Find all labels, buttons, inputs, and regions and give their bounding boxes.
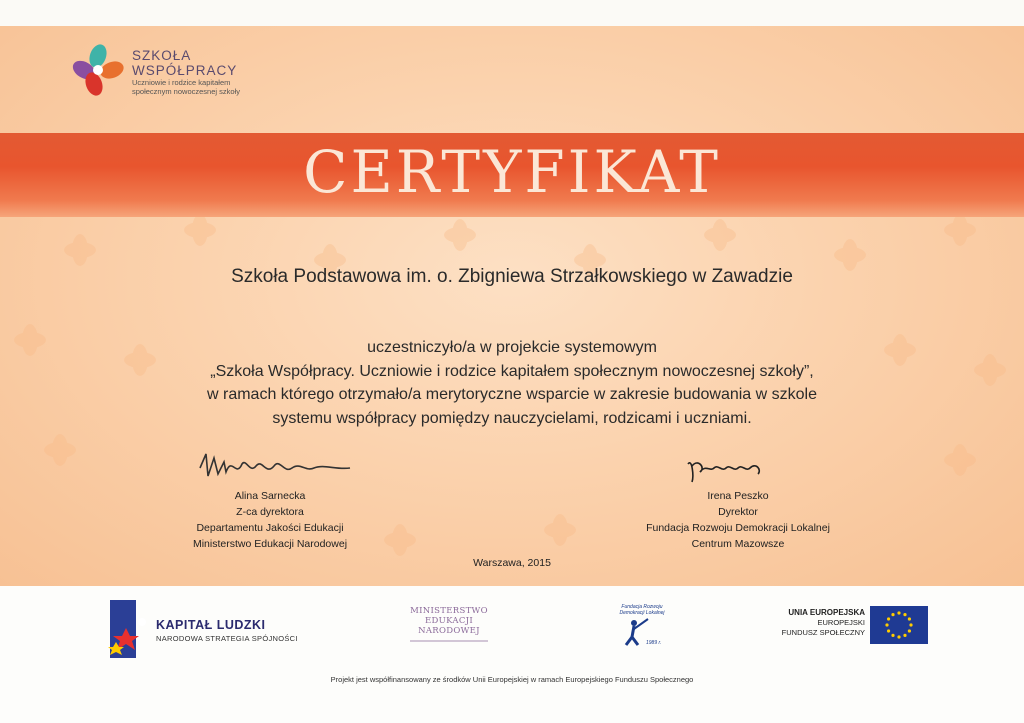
body-line: systemu współpracy pomiędzy nauczycielami, rodzicami i uczniami. (272, 409, 752, 427)
kapital-ludzki-title: KAPITAŁ LUDZKI (156, 618, 266, 632)
men-line3: NARODOWEJ (418, 626, 480, 636)
men-underline-icon (404, 639, 494, 643)
left-signatory-role: Z-ca dyrektora (236, 506, 304, 518)
frdl-year: 1989 r. (646, 640, 662, 646)
logo-subtitle-line2: społecznym nowoczesnej szkoły (132, 87, 240, 96)
frdl-line1: Fundacja Rozwoju (621, 604, 663, 610)
right-signatory-name: Irena Peszko (707, 490, 769, 502)
eu-line3: FUNDUSZ SPOŁECZNY (781, 628, 865, 637)
men-logo (404, 606, 494, 646)
logo-flower-icon (72, 44, 124, 96)
left-signatory-institution: Ministerstwo Edukacji Narodowej (192, 538, 348, 550)
right-signatory-role: Dyrektor (718, 506, 758, 518)
certificate-body (0, 336, 1024, 430)
financing-note: Projekt jest współfinansowany ze środków Unii Europejskiej w ramach Europejskiego Funduszu Społecznego (330, 675, 694, 684)
school-name: Szkoła Podstawowa im. o. Zbigniewa Strzałkowskiego w Zawadzie (231, 266, 793, 287)
eu-logo (770, 606, 930, 646)
left-handwritten-signature (196, 448, 356, 484)
right-signatory-institution: Centrum Mazowsze (691, 538, 785, 550)
logo-title (132, 48, 237, 78)
eu-flag-icon (870, 606, 928, 644)
kapital-ludzki-logo (106, 600, 306, 660)
frdl-logo (612, 604, 672, 650)
frdl-name (612, 604, 672, 616)
eu-line1: UNIA EUROPEJSKA (788, 608, 865, 617)
body-line: „Szkoła Współpracy. Uczniowie i rodzice kapitałem społecznym nowoczesnej szkoły”, (210, 362, 814, 380)
logo-title-line2: WSPÓŁPRACY (132, 63, 238, 78)
logo-subtitle (132, 78, 262, 96)
eu-text (770, 608, 865, 638)
kapital-ludzki-subtitle: NARODOWA STRATEGIA SPÓJNOŚCI (156, 634, 298, 643)
logo-title-line1: SZKOŁA (132, 48, 192, 63)
left-signatory-name: Alina Sarnecka (234, 490, 306, 502)
men-line1: MINISTERSTWO (410, 606, 488, 616)
left-signatory-department: Departamentu Jakości Edukacji (196, 522, 344, 534)
szkola-wspolpracy-logo (72, 44, 292, 104)
men-line2: EDUKACJI (425, 616, 473, 626)
certificate-title: CERTYFIKAT (303, 138, 721, 206)
place-and-date: Warszawa, 2015 (473, 557, 551, 569)
body-line: w ramach którego otrzymało/a merytoryczne wsparcie w zakresie budowania w szkole (206, 386, 817, 403)
logo-subtitle-line1: Uczniowie i rodzice kapitałem (132, 78, 231, 87)
right-signatory-department: Fundacja Rozwoju Demokracji Lokalnej (646, 522, 830, 534)
frdl-line2: Demokracji Lokalnej (619, 610, 665, 616)
right-handwritten-signature (684, 454, 774, 484)
eu-line2: EUROPEJSKI (817, 618, 865, 627)
left-signatory (170, 488, 370, 552)
body-line: uczestniczyło/a w projekcie systemowym (367, 339, 657, 356)
eu-stars-icon (870, 606, 928, 644)
right-signatory (638, 488, 838, 552)
kapital-ludzki-star-icon (106, 600, 152, 658)
